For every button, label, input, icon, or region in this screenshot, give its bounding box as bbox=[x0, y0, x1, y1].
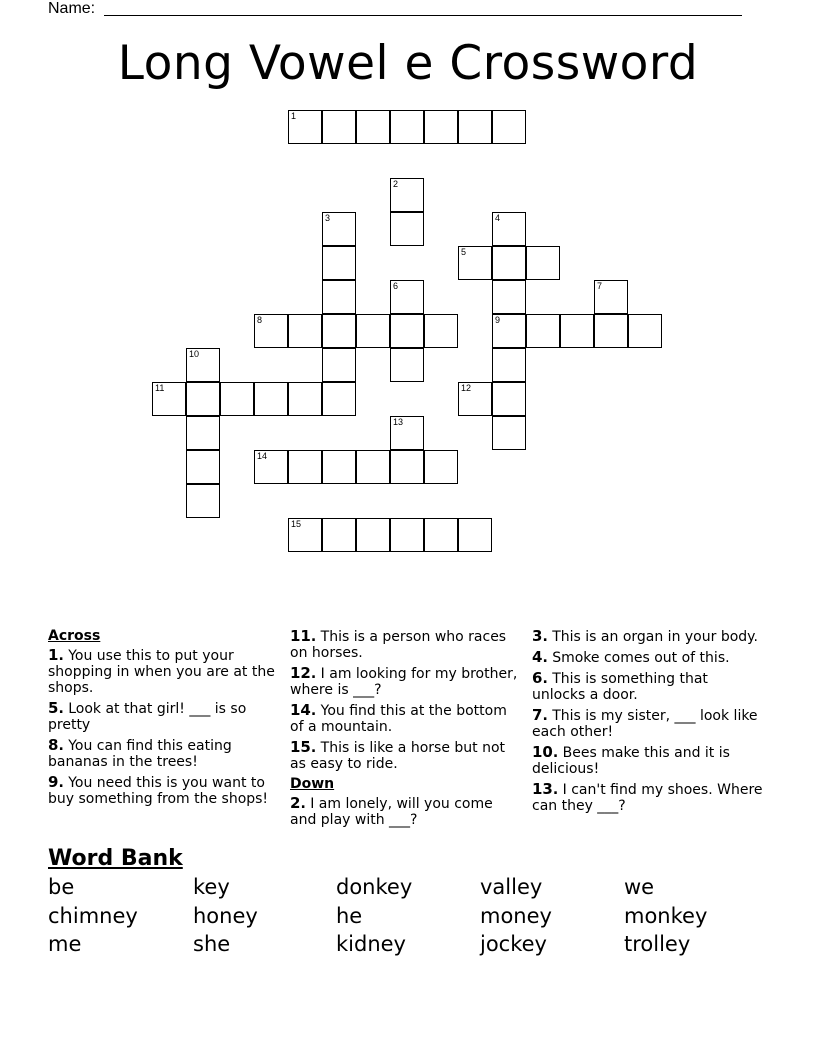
grid-cell[interactable] bbox=[288, 314, 322, 348]
clue-text: Bees make this and it is delicious! bbox=[532, 745, 730, 777]
grid-cell[interactable] bbox=[390, 348, 424, 382]
grid-cell[interactable] bbox=[390, 416, 424, 450]
grid-cell[interactable] bbox=[492, 348, 526, 382]
clue-number: 9 bbox=[48, 773, 59, 791]
grid-cell[interactable] bbox=[458, 110, 492, 144]
grid-cell[interactable] bbox=[186, 484, 220, 518]
cell-number: 1 bbox=[291, 111, 297, 121]
grid-cell[interactable] bbox=[356, 314, 390, 348]
clue-down-7: 7. This is my sister, ___ look like each other! bbox=[532, 706, 758, 740]
down-heading: Down bbox=[290, 776, 335, 792]
grid-cell[interactable] bbox=[322, 382, 356, 416]
grid-cell[interactable] bbox=[492, 416, 526, 450]
clue-number: 7 bbox=[532, 706, 543, 724]
grid-cell[interactable] bbox=[458, 382, 492, 416]
clue-down-13: 13. I can't find my shoes. Where can they ___? bbox=[532, 780, 763, 814]
clue-number: 13 bbox=[532, 780, 553, 798]
clue-down-4: 4. Smoke comes out of this. bbox=[532, 648, 730, 666]
grid-cell[interactable] bbox=[390, 314, 424, 348]
grid-cell[interactable] bbox=[254, 450, 288, 484]
clue-text: Smoke comes out of this. bbox=[552, 650, 730, 666]
grid-cell[interactable] bbox=[254, 314, 288, 348]
grid-cell[interactable] bbox=[356, 518, 390, 552]
cell-number: 4 bbox=[495, 213, 501, 223]
clues-column-1 bbox=[48, 628, 280, 811]
cell-number: 3 bbox=[325, 213, 331, 223]
page-title: Long Vowel e Crossword bbox=[117, 36, 699, 91]
clue-text: This is a person who races on horses. bbox=[290, 629, 507, 661]
grid-cell[interactable] bbox=[288, 518, 322, 552]
clue-text: You can find this eating bananas in the trees! bbox=[48, 738, 232, 770]
clue-number: 11 bbox=[290, 627, 311, 645]
grid-cell[interactable] bbox=[288, 450, 322, 484]
clue-number: 10 bbox=[532, 743, 553, 761]
word-bank-word: he bbox=[336, 904, 363, 928]
clue-number: 12 bbox=[290, 664, 311, 682]
clue-number: 4 bbox=[532, 648, 543, 666]
word-bank-word: valley bbox=[480, 875, 543, 899]
grid-cell[interactable] bbox=[390, 280, 424, 314]
clue-text: I can't find my shoes. Where can they ___? bbox=[532, 782, 763, 814]
cell-number: 13 bbox=[393, 417, 404, 427]
word-bank-word: monkey bbox=[624, 904, 708, 928]
grid-cell[interactable] bbox=[186, 450, 220, 484]
cell-number: 11 bbox=[155, 383, 165, 393]
word-bank-word: be bbox=[48, 875, 75, 899]
grid-cell[interactable] bbox=[424, 314, 458, 348]
grid-cell[interactable] bbox=[288, 110, 322, 144]
grid-cell[interactable] bbox=[322, 348, 356, 382]
clue-number: 3 bbox=[532, 627, 543, 645]
grid-cell[interactable] bbox=[526, 314, 560, 348]
clue-number: 5 bbox=[48, 699, 59, 717]
across-heading: Across bbox=[48, 628, 101, 644]
cell-number: 5 bbox=[461, 247, 467, 257]
clues-column-2 bbox=[290, 628, 522, 832]
grid-cell[interactable] bbox=[322, 212, 356, 246]
clue-across-9: 9. You need this is you want to buy something from the shops! bbox=[48, 773, 269, 807]
word-bank-word: donkey bbox=[336, 875, 413, 899]
word-bank-title: Word Bank bbox=[48, 846, 183, 871]
cell-number: 6 bbox=[393, 281, 399, 291]
cell-number: 14 bbox=[257, 451, 268, 461]
clue-text: You find this at the bottom of a mountain. bbox=[290, 703, 507, 735]
clue-across-14: 14. You find this at the bottom of a mountain. bbox=[290, 701, 507, 735]
grid-cell[interactable] bbox=[322, 246, 356, 280]
clue-down-10: 10. Bees make this and it is delicious! bbox=[532, 743, 730, 777]
word-bank-word: trolley bbox=[624, 932, 691, 956]
cell-number: 9 bbox=[495, 315, 501, 325]
clue-number: 14 bbox=[290, 701, 311, 719]
grid-cell[interactable] bbox=[594, 280, 628, 314]
clue-number: 8 bbox=[48, 736, 59, 754]
clue-number: 2 bbox=[290, 794, 301, 812]
grid-cell[interactable] bbox=[390, 178, 424, 212]
grid-cell[interactable] bbox=[356, 110, 390, 144]
word-bank-word: chimney bbox=[48, 904, 138, 928]
grid-cell[interactable] bbox=[288, 382, 322, 416]
clue-across-1: 1. You use this to put your shopping in when you are at the shops. bbox=[48, 646, 275, 696]
clue-text: I am lonely, will you come and play with ___? bbox=[290, 796, 493, 828]
word-bank-word: jockey bbox=[480, 932, 547, 956]
cell-number: 12 bbox=[461, 383, 472, 393]
grid-cell[interactable] bbox=[628, 314, 662, 348]
clue-text: I am looking for my brother, where is ___? bbox=[290, 666, 518, 698]
grid-cell[interactable] bbox=[594, 314, 628, 348]
clue-number: 1 bbox=[48, 646, 59, 664]
name-label: Name: bbox=[48, 0, 96, 17]
cell-number: 15 bbox=[291, 519, 302, 529]
clue-text: This is something that unlocks a door. bbox=[532, 671, 708, 703]
clue-text: You use this to put your shopping in when you are at the shops. bbox=[48, 648, 275, 696]
clue-down-6: 6. This is something that unlocks a door. bbox=[532, 669, 708, 703]
grid-cell[interactable] bbox=[186, 348, 220, 382]
grid-cell[interactable] bbox=[390, 212, 424, 246]
word-bank-word: money bbox=[480, 904, 552, 928]
cell-number: 8 bbox=[257, 315, 263, 325]
grid-cell[interactable] bbox=[390, 450, 424, 484]
clue-text: This is my sister, ___ look like each other! bbox=[532, 708, 758, 740]
grid-cell[interactable] bbox=[492, 280, 526, 314]
grid-cell[interactable] bbox=[458, 518, 492, 552]
grid-cell[interactable] bbox=[254, 382, 288, 416]
clues-column-3 bbox=[532, 628, 764, 818]
grid-cell[interactable] bbox=[390, 110, 424, 144]
clue-across-5: 5. Look at that girl! ___ is so pretty bbox=[48, 699, 247, 733]
word-bank-word: honey bbox=[193, 904, 258, 928]
clue-across-12: 12. I am looking for my brother, where is ___? bbox=[290, 664, 518, 698]
clue-text: This is an organ in your body. bbox=[552, 629, 758, 645]
word-bank-word: me bbox=[48, 932, 82, 956]
grid-cell[interactable] bbox=[186, 416, 220, 450]
clue-across-11: 11. This is a person who races on horses. bbox=[290, 627, 507, 661]
grid-cell[interactable] bbox=[492, 246, 526, 280]
grid-cell[interactable] bbox=[220, 382, 254, 416]
clue-text: Look at that girl! ___ is so pretty bbox=[48, 701, 247, 733]
clue-down-3: 3. This is an organ in your body. bbox=[532, 627, 758, 645]
grid-cell[interactable] bbox=[492, 110, 526, 144]
clue-number: 6 bbox=[532, 669, 543, 687]
clue-down-2: 2. I am lonely, will you come and play with ___? bbox=[290, 794, 493, 828]
grid-cell[interactable] bbox=[356, 450, 390, 484]
clue-text: This is like a horse but not as easy to ride. bbox=[290, 740, 506, 772]
grid-cell[interactable] bbox=[322, 450, 356, 484]
grid-cell[interactable] bbox=[390, 518, 424, 552]
grid-cell[interactable] bbox=[322, 518, 356, 552]
word-bank-word: key bbox=[193, 875, 230, 899]
clue-text: You need this is you want to buy something from the shops! bbox=[48, 775, 269, 807]
grid-cell[interactable] bbox=[322, 314, 356, 348]
grid-cell[interactable] bbox=[424, 110, 458, 144]
clue-across-8: 8. You can find this eating bananas in the trees! bbox=[48, 736, 232, 770]
grid-cell[interactable] bbox=[560, 314, 594, 348]
word-bank-word: we bbox=[624, 875, 655, 899]
grid-cell[interactable] bbox=[492, 382, 526, 416]
grid-cell[interactable] bbox=[152, 382, 186, 416]
grid-cell[interactable] bbox=[322, 280, 356, 314]
grid-cell[interactable] bbox=[526, 246, 560, 280]
clue-number: 15 bbox=[290, 738, 311, 756]
clue-across-15: 15. This is like a horse but not as easy to ride. bbox=[290, 738, 506, 772]
grid-cell[interactable] bbox=[424, 450, 458, 484]
grid-cell[interactable] bbox=[322, 110, 356, 144]
grid-cell[interactable] bbox=[424, 518, 458, 552]
cell-number: 2 bbox=[393, 179, 399, 189]
grid-cell[interactable] bbox=[186, 382, 220, 416]
cell-number: 10 bbox=[189, 349, 200, 359]
cell-number: 7 bbox=[597, 281, 603, 291]
grid-cell[interactable] bbox=[492, 314, 526, 348]
word-bank-word: kidney bbox=[336, 932, 406, 956]
grid-cell[interactable] bbox=[458, 246, 492, 280]
grid-cell[interactable] bbox=[492, 212, 526, 246]
word-bank-word: she bbox=[193, 932, 231, 956]
